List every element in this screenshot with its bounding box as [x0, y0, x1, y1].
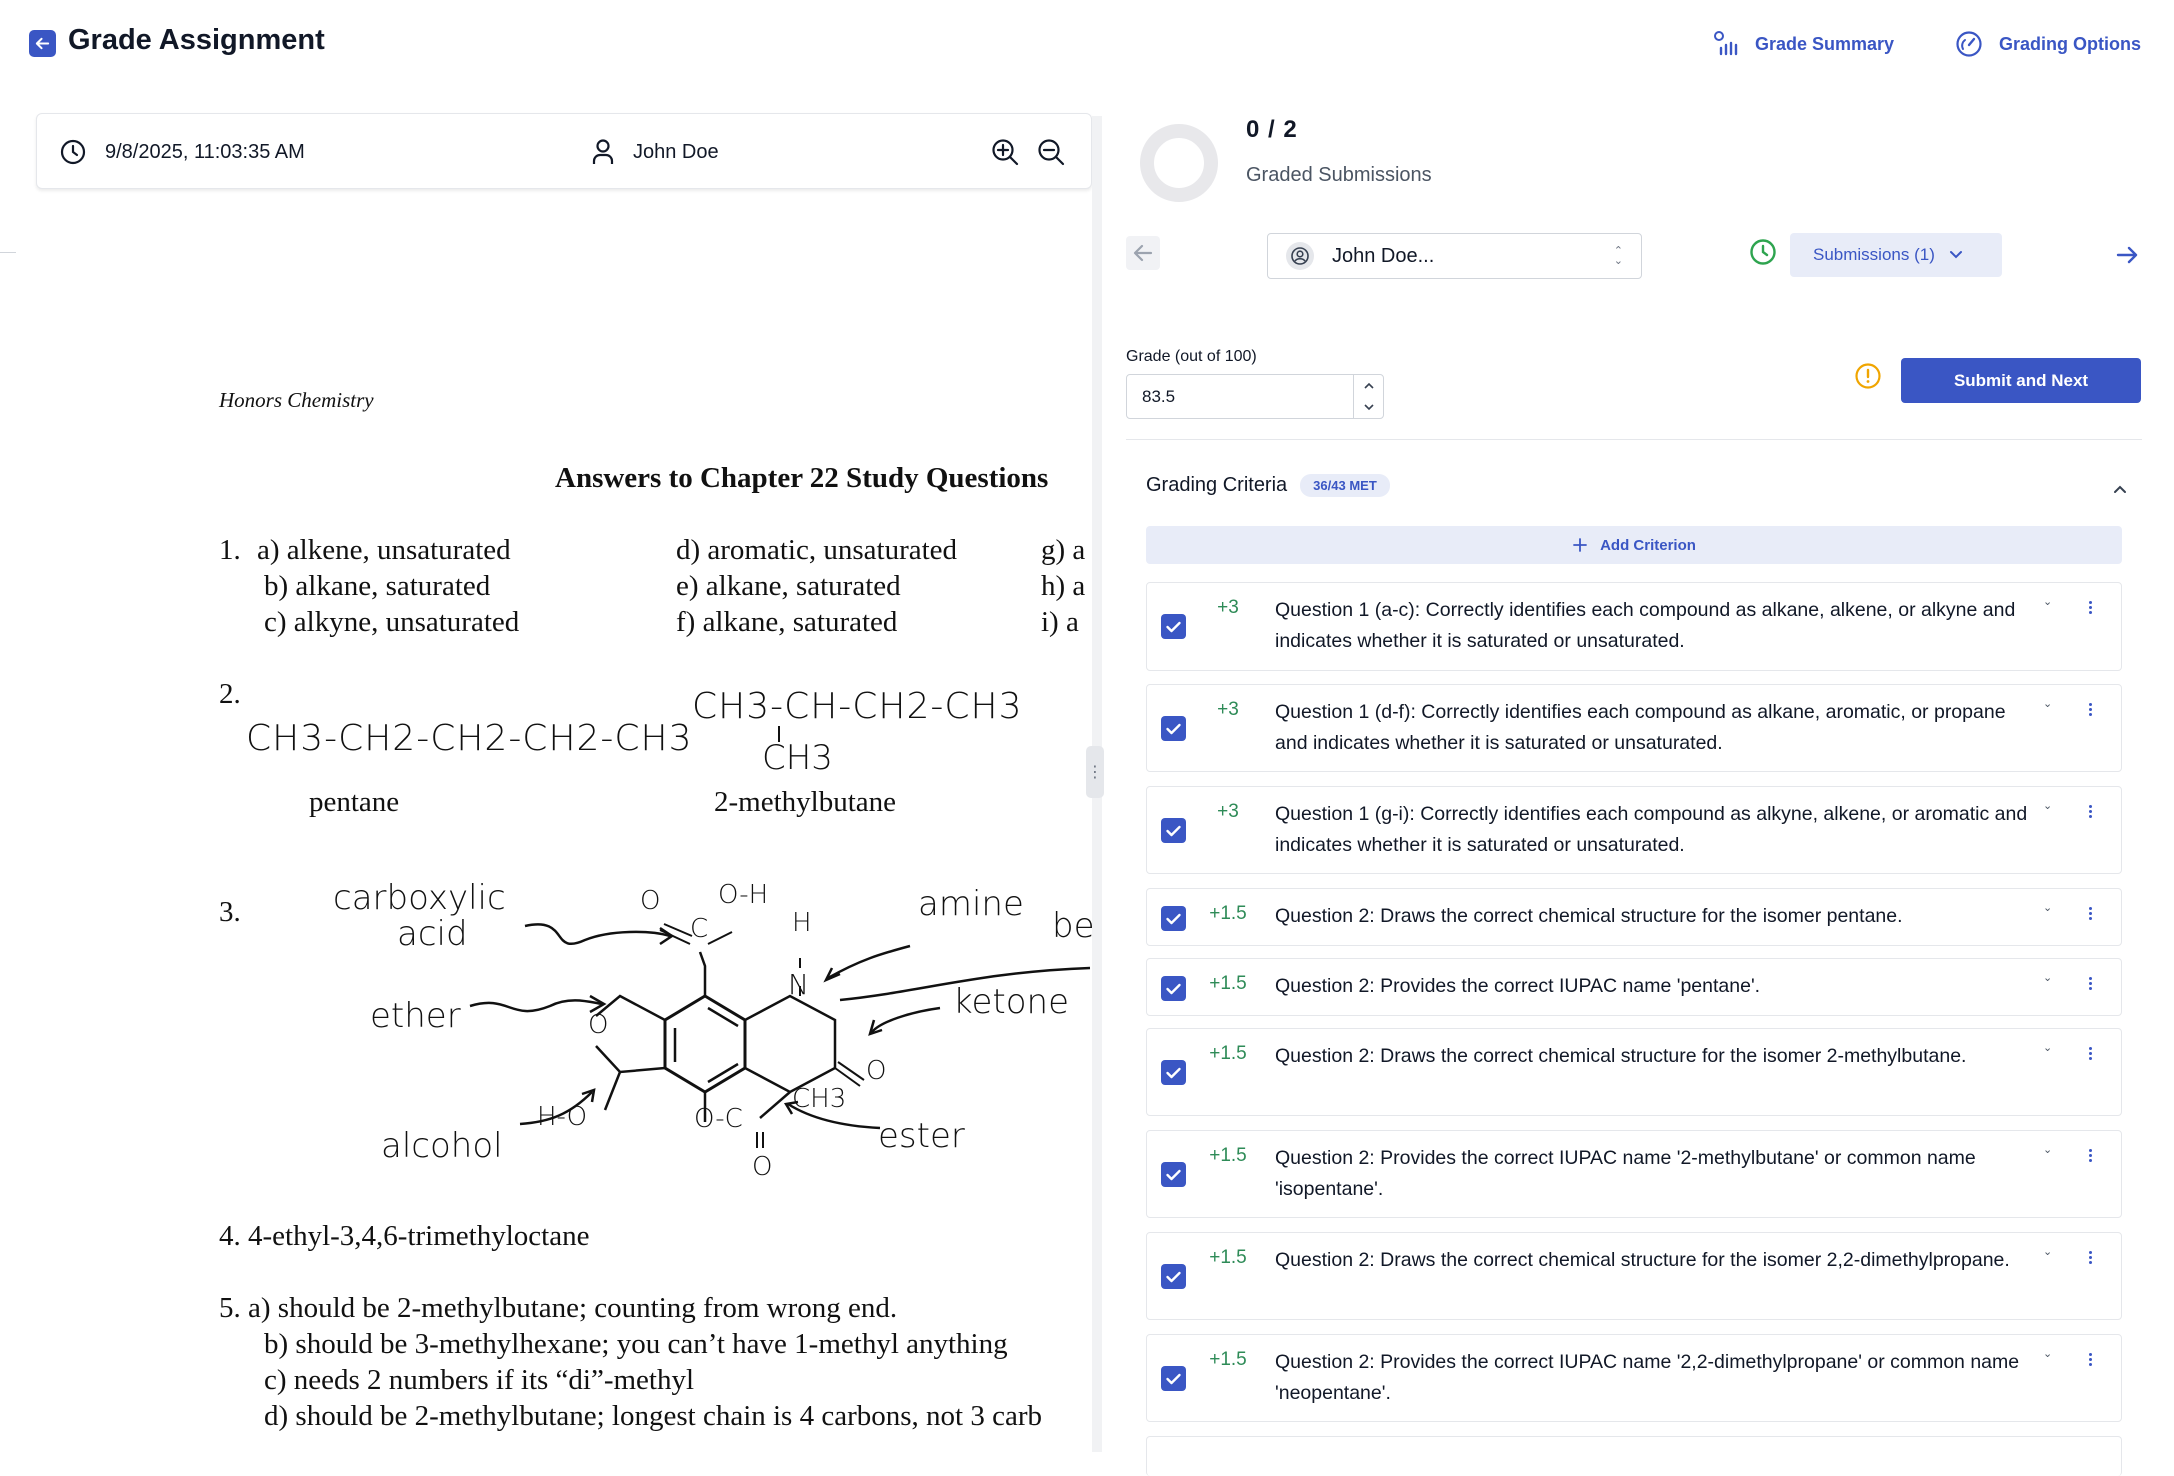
chevron-down-icon: [1363, 403, 1375, 411]
criterion-menu-icon[interactable]: [2085, 601, 2095, 614]
clock-icon: [59, 138, 87, 166]
criterion-checkbox[interactable]: [1161, 1162, 1186, 1187]
criterion-menu-icon[interactable]: [2085, 805, 2095, 818]
grading-options-label: Grading Options: [1999, 33, 2141, 54]
q1-answer: b) alkane, saturated: [264, 570, 491, 602]
q3-number: 3.: [219, 896, 241, 928]
select-caret-icon: ⌃ ⌄: [1613, 245, 1623, 267]
criterion-points: +1.5: [1209, 1145, 1247, 1166]
grade-summary-label: Grade Summary: [1755, 33, 1895, 54]
expand-criterion-icon[interactable]: ⌄: [2043, 596, 2053, 608]
bar-chart-icon: [1713, 30, 1739, 58]
pentane-label: pentane: [309, 786, 400, 818]
q5-answer: 5. a) should be 2-methylbutane; counting from wrong end.: [219, 1292, 898, 1324]
chevron-up-icon: [1363, 382, 1375, 390]
previous-student-button[interactable]: [1126, 236, 1160, 270]
atom-oh: O-H: [718, 880, 769, 910]
criterion-text: Question 1 (g-i): Correctly identifies each compound as alkyne, alkene, or aromatic and indicates whether it is saturated or unsaturated.: [1275, 803, 2028, 856]
criterion-menu-icon[interactable]: [2085, 1353, 2095, 1366]
criterion-row: [1146, 1232, 2122, 1320]
pentane-structure: CH3-CH2-CH2-CH2-CH3: [246, 718, 693, 759]
criterion-points: +1.5: [1209, 1247, 1247, 1268]
check-icon: [1166, 1067, 1181, 1079]
criterion-row: [1146, 582, 2122, 671]
gauge-icon: [1955, 30, 1983, 58]
arrow-right-icon: [2115, 244, 2139, 266]
criterion-menu-icon[interactable]: [2085, 703, 2095, 716]
chevron-up-icon: [2108, 478, 2132, 502]
criterion-row-partial: [1146, 1436, 2122, 1476]
zoom-out-button[interactable]: [1035, 136, 1067, 168]
criterion-checkbox[interactable]: [1161, 614, 1186, 639]
criterion-menu-icon[interactable]: [2085, 907, 2095, 920]
q1-number: 1.: [219, 534, 241, 566]
methylbutane-label: 2-methylbutane: [714, 786, 897, 818]
expand-criterion-icon[interactable]: ⌄: [2043, 902, 2053, 914]
submission-time: [59, 138, 305, 166]
criterion-text: Question 2: Draws the correct chemical structure for the isomer 2-methylbutane.: [1275, 1045, 1967, 1067]
atom-o-ether: O: [588, 1010, 609, 1040]
q1-answer: h) a: [1041, 570, 1086, 602]
check-icon: [1166, 1271, 1181, 1283]
criterion-text: Question 2: Provides the correct IUPAC name '2-methylbutane' or common name 'isopentane'.: [1275, 1147, 1976, 1200]
atom-o-ketone: O: [866, 1056, 887, 1086]
atom-ho: H-O: [537, 1102, 588, 1132]
q2-number: 2.: [219, 678, 241, 710]
document-viewer: [0, 86, 1103, 1452]
resize-handle[interactable]: ⋮: [1086, 746, 1104, 798]
graded-label: Graded Submissions: [1246, 164, 1432, 186]
grading-criteria-header: [1146, 474, 1390, 497]
arrow-left-icon: [1132, 242, 1154, 264]
avatar-icon: [1286, 242, 1314, 270]
submit-and-next-button[interactable]: Submit and Next: [1901, 358, 2141, 403]
q1-answer: a) alkene, unsaturated: [257, 534, 511, 566]
q4-answer: 4. 4-ethyl-3,4,6-trimethyloctane: [219, 1220, 590, 1252]
criterion-points: +1.5: [1209, 903, 1247, 924]
increment-button[interactable]: [1354, 375, 1383, 396]
arrow-left-icon: [35, 36, 50, 51]
warning-icon: [1853, 361, 1883, 391]
criterion-menu-icon[interactable]: [2085, 1251, 2095, 1264]
grading-options-link[interactable]: [1955, 30, 2141, 58]
q5-answer: c) needs 2 numbers if its “di”-methyl: [264, 1364, 695, 1396]
decrement-button[interactable]: [1354, 396, 1383, 417]
criterion-row: [1146, 1130, 2122, 1218]
submissions-dropdown[interactable]: [1790, 233, 2002, 277]
criterion-row: [1146, 1334, 2122, 1422]
atom-o-bottom: O: [752, 1152, 773, 1182]
criterion-points: +3: [1217, 597, 1239, 618]
label-carboxylic: carboxylic: [333, 878, 506, 918]
check-icon: [1166, 723, 1181, 735]
check-icon: [1166, 1373, 1181, 1385]
criterion-text: Question 2: Provides the correct IUPAC name '2,2-dimethylpropane' or common name 'neopentane'.: [1275, 1351, 2020, 1404]
graded-count: 0 / 2: [1246, 116, 1298, 143]
expand-criterion-icon[interactable]: ⌄: [2043, 1144, 2053, 1156]
grade-input[interactable]: [1127, 375, 1353, 418]
add-criterion-label: Add Criterion: [1600, 536, 1696, 554]
chevron-down-icon: [1949, 250, 1963, 260]
label-ether: ether: [370, 996, 461, 1036]
criterion-checkbox[interactable]: [1161, 1264, 1186, 1289]
zoom-out-icon: [1036, 137, 1066, 167]
check-icon: [1166, 1169, 1181, 1181]
atom-h: H: [792, 908, 812, 938]
criterion-row: [1146, 1028, 2122, 1116]
expand-criterion-icon[interactable]: ⌄: [2043, 1246, 2053, 1258]
page-title: Grade Assignment: [68, 24, 325, 56]
methylbutane-branch: CH3: [762, 738, 833, 778]
document-toolbar: [36, 113, 1092, 189]
criterion-row: [1146, 888, 2122, 946]
check-icon: [1166, 621, 1181, 633]
criterion-checkbox[interactable]: [1161, 716, 1186, 741]
check-icon: [1166, 825, 1181, 837]
student-name: John Doe: [633, 140, 719, 163]
criterion-row: [1146, 786, 2122, 874]
user-icon: [591, 138, 615, 166]
criterion-checkbox[interactable]: [1161, 976, 1186, 1001]
q1-answer: c) alkyne, unsaturated: [264, 606, 520, 638]
expand-criterion-icon[interactable]: ⌄: [2043, 972, 2053, 984]
next-student-button[interactable]: [2110, 238, 2144, 272]
criterion-points: +1.5: [1209, 1349, 1247, 1370]
q5-answer: b) should be 3-methylhexane; you can’t have 1-methyl anything: [264, 1328, 1008, 1360]
criterion-menu-icon[interactable]: [2085, 1149, 2095, 1162]
criterion-checkbox[interactable]: [1161, 818, 1186, 843]
atom-n: N: [788, 968, 809, 1001]
timestamp-text: 9/8/2025, 11:03:35 AM: [105, 140, 305, 163]
criteria-title: Grading Criteria: [1146, 474, 1288, 496]
criterion-row: [1146, 684, 2122, 772]
expand-criterion-icon[interactable]: ⌄: [2043, 1348, 2053, 1360]
submission-page: [0, 216, 1095, 1452]
criterion-text: Question 2: Provides the correct IUPAC name 'pentane'.: [1275, 975, 1761, 997]
top-header: [0, 0, 2174, 86]
label-alcohol: alcohol: [381, 1126, 503, 1166]
back-button[interactable]: [29, 30, 56, 57]
q1-answer: g) a: [1041, 534, 1086, 566]
paper-course: Honors Chemistry: [219, 388, 374, 412]
check-icon: [1166, 913, 1181, 925]
q1-answer: i) a: [1041, 606, 1079, 638]
atom-o: O: [640, 886, 661, 916]
q1-answer: f) alkane, saturated: [676, 606, 898, 638]
plus-icon: [1572, 537, 1588, 553]
criterion-row: [1146, 958, 2122, 1016]
criterion-menu-icon[interactable]: [2085, 1047, 2095, 1060]
criterion-text: Question 1 (a-c): Correctly identifies each compound as alkane, alkene, or alkyne and indicates whether it is saturated or unsaturated.: [1275, 599, 2016, 652]
student-select[interactable]: [1267, 233, 1642, 279]
zoom-in-button[interactable]: [989, 136, 1021, 168]
section-divider: [1126, 439, 2142, 440]
criterion-checkbox[interactable]: [1161, 906, 1186, 931]
criterion-points: +3: [1217, 801, 1239, 822]
add-criterion-button[interactable]: [1146, 526, 2122, 564]
paper-title: Answers to Chapter 22 Study Questions: [555, 462, 1049, 494]
grade-label: Grade (out of 100): [1126, 348, 1257, 365]
grade-summary-link[interactable]: [1713, 30, 1894, 58]
label-amine: amine: [918, 884, 1024, 924]
grade-stepper[interactable]: [1353, 375, 1383, 418]
criterion-menu-icon[interactable]: [2085, 977, 2095, 990]
expand-criterion-icon[interactable]: ⌄: [2043, 1042, 2053, 1054]
criterion-checkbox[interactable]: [1161, 1060, 1186, 1085]
criteria-met-badge: 36/43 MET: [1300, 474, 1390, 497]
criterion-text: Question 2: Draws the correct chemical structure for the isomer pentane.: [1275, 905, 1903, 927]
criterion-points: +1.5: [1209, 1043, 1247, 1064]
label-ester: ester: [878, 1116, 965, 1156]
criterion-points: +3: [1217, 699, 1239, 720]
atom-o-ester: O-C: [694, 1104, 743, 1134]
grade-field: [1126, 374, 1384, 419]
grading-panel: [1110, 86, 2174, 1452]
submission-student: [591, 138, 719, 166]
criterion-text: Question 1 (d-f): Correctly identifies each compound as alkane, aromatic, or propane and indicates whether it is saturated or unsaturated.: [1275, 701, 2006, 754]
label-ketone: ketone: [953, 982, 1069, 1022]
q5-answer: d) should be 2-methylbutane; longest chain is 4 carbons, not 3 carb: [264, 1400, 1042, 1432]
check-icon: [1166, 983, 1181, 995]
label-acid: acid: [397, 914, 468, 954]
submissions-label: Submissions (1): [1813, 245, 1935, 264]
graded-progress-ring: [1140, 124, 1218, 202]
atom-c: C: [690, 914, 709, 944]
atom-ch3: CH3: [792, 1084, 847, 1114]
methylbutane-structure: CH3-CH-CH2-CH3: [692, 686, 1023, 727]
label-be: be: [1052, 906, 1095, 946]
criterion-text: Question 2: Draws the correct chemical structure for the isomer 2,2-dimethylpropane.: [1275, 1249, 2010, 1271]
q1-answer: e) alkane, saturated: [676, 570, 901, 602]
branch-bond: [776, 726, 782, 742]
collapse-criteria-button[interactable]: [2108, 478, 2132, 502]
student-select-value: John Doe...: [1332, 244, 1435, 267]
q1-answer: d) aromatic, unsaturated: [676, 534, 958, 566]
expand-criterion-icon[interactable]: ⌄: [2043, 800, 2053, 812]
expand-criterion-icon[interactable]: ⌄: [2043, 698, 2053, 710]
zoom-in-icon: [990, 137, 1020, 167]
clock-status-icon: [1748, 237, 1778, 267]
criterion-points: +1.5: [1209, 973, 1247, 994]
criterion-checkbox[interactable]: [1161, 1366, 1186, 1391]
